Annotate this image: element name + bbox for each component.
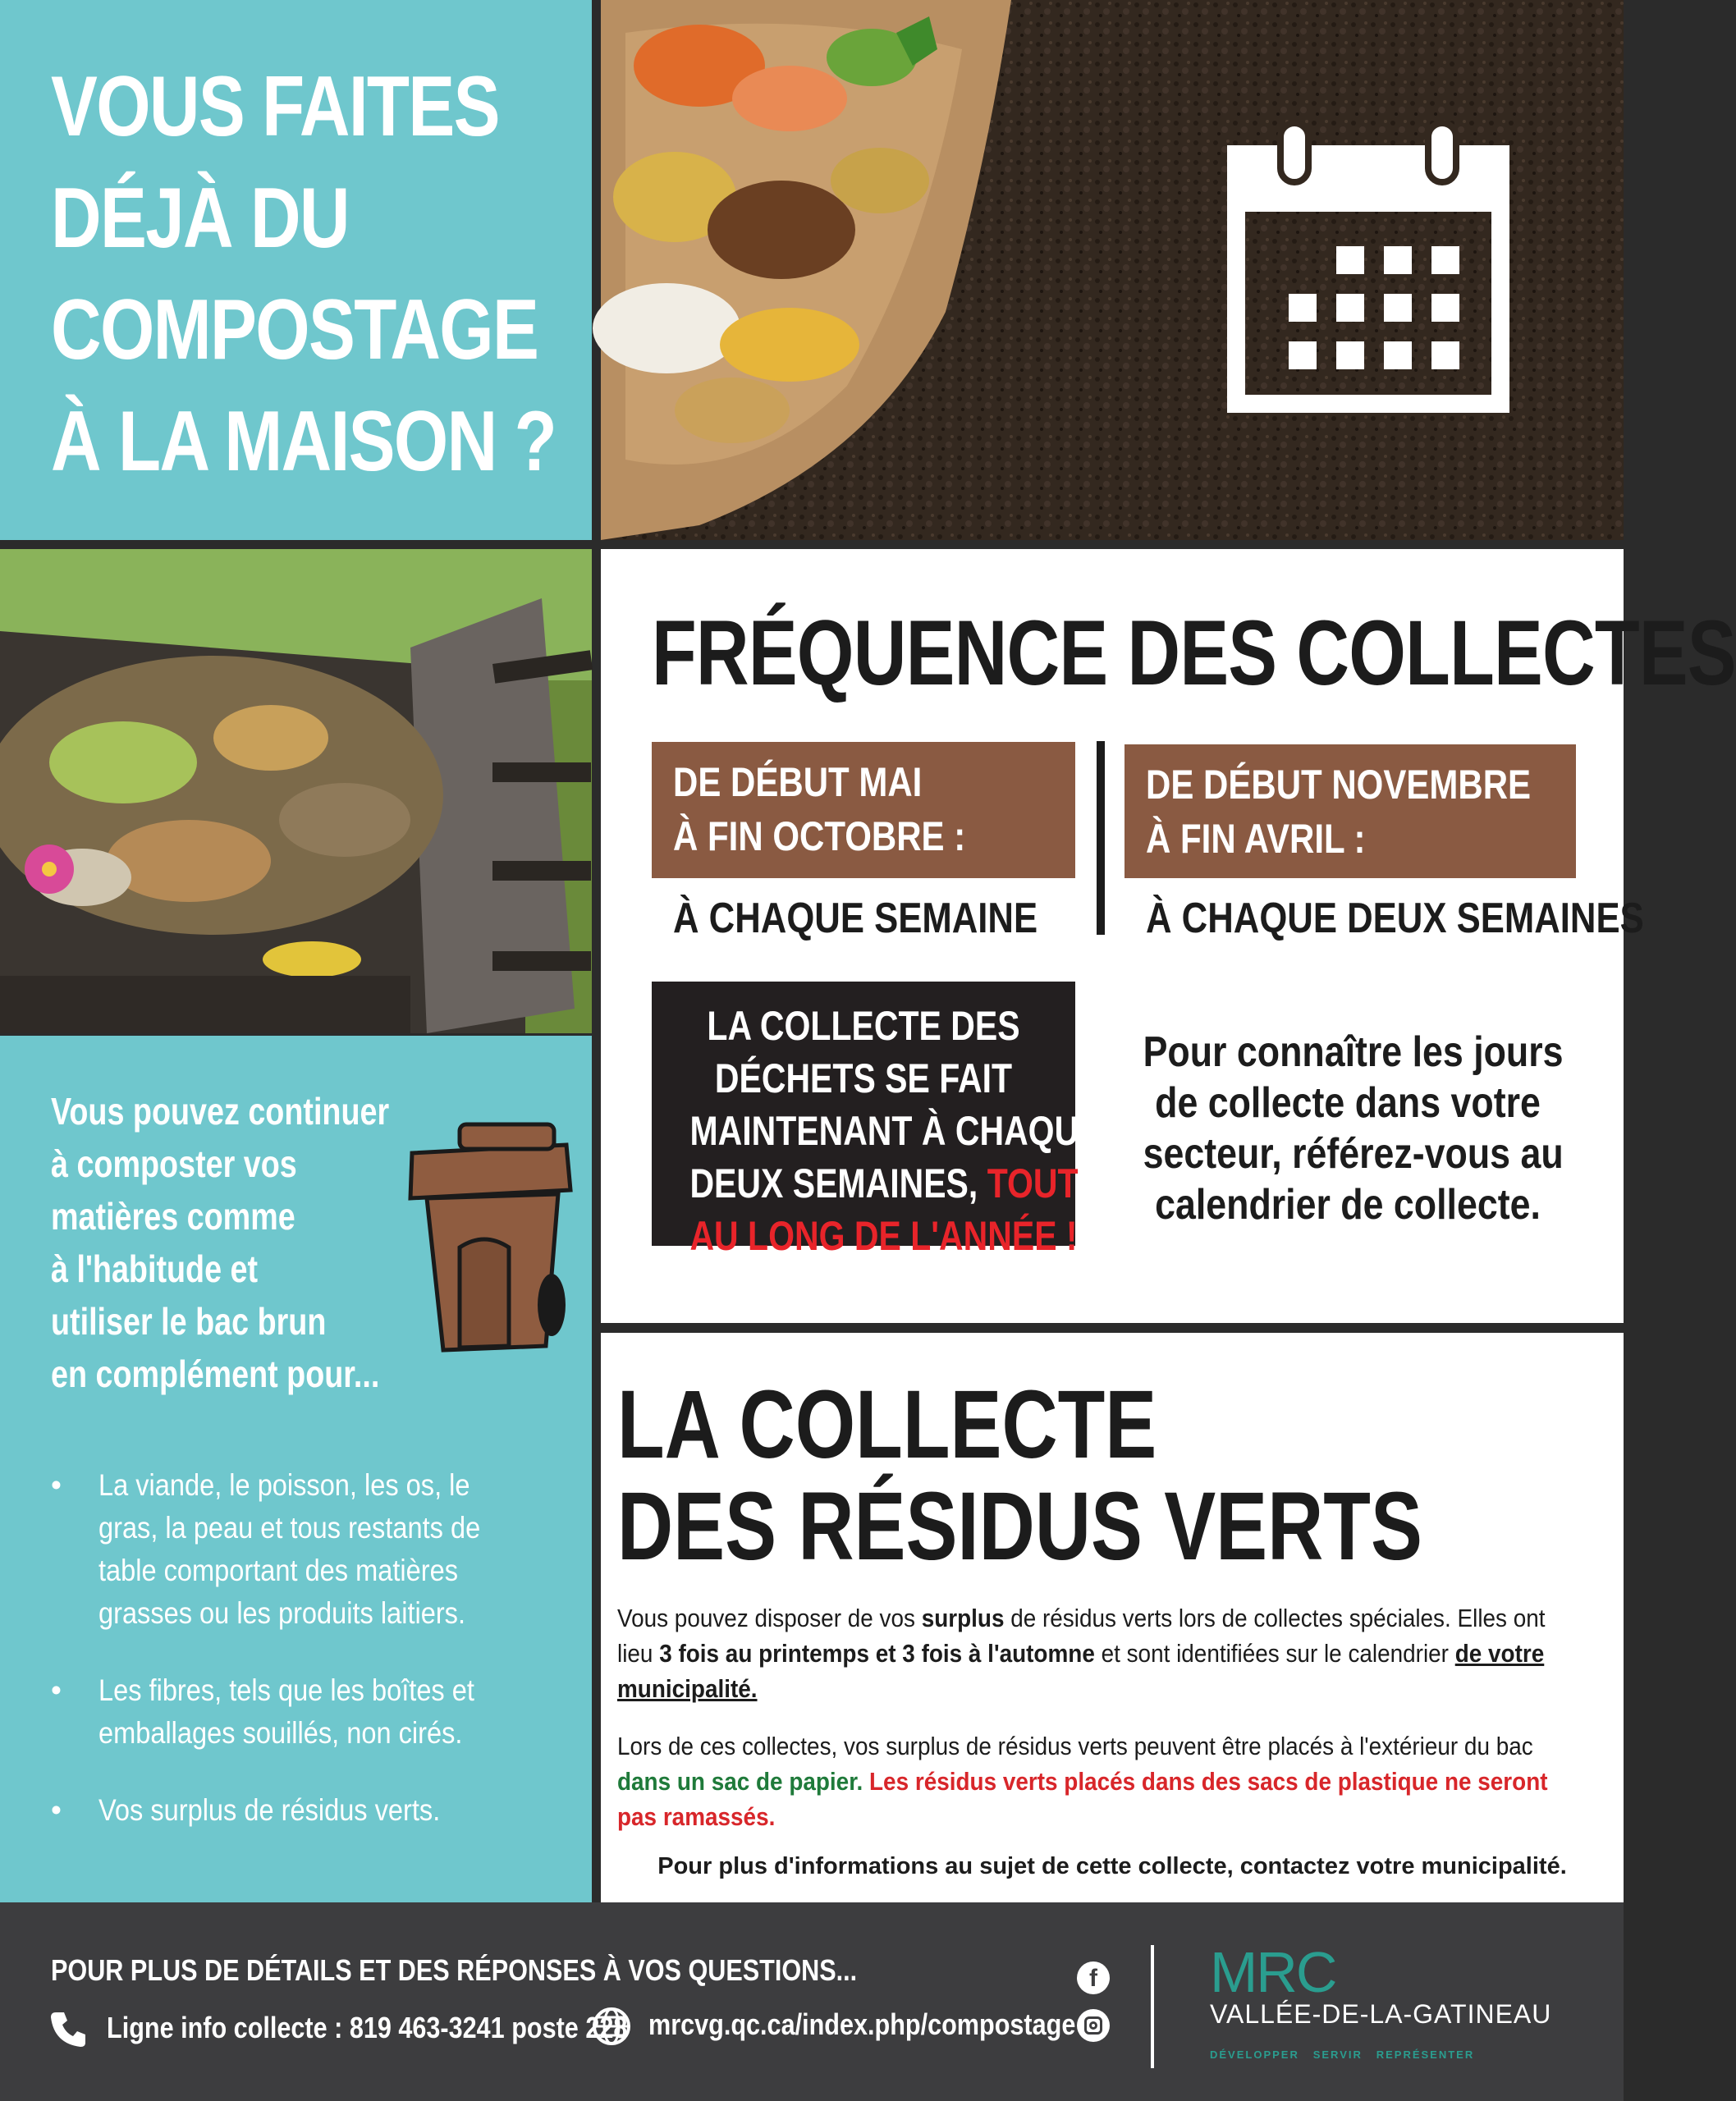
paragraph-text: Lors de ces collectes, vos surplus de résidus verts peuvent être placés à l'extérieur du bac [617, 1732, 1533, 1760]
compost-soil-illustration [601, 0, 1624, 540]
plastic-bag-warning: Les résidus verts placés dans des sacs de plastique ne seront pas ramassés. [617, 1767, 1548, 1831]
compost-intro-line: à l'habitude et [51, 1247, 259, 1290]
compost-intro [51, 1085, 389, 1400]
notice-text: DEUX SEMAINES, [689, 1160, 978, 1206]
mrc-logo-mark: MRC [1210, 1940, 1336, 2004]
compost-bin-photo [0, 549, 592, 1033]
green-waste-heading-line: LA COLLECTE [617, 1371, 1157, 1479]
instagram-icon[interactable] [1077, 2009, 1110, 2042]
green-waste-heading [617, 1371, 1422, 1581]
notice-line: MAINTENANT À CHAQUE [689, 1108, 1102, 1154]
paragraph-emphasis: surplus [921, 1604, 1005, 1632]
calendar-note [1143, 1027, 1564, 1230]
hero-title-line-4: À LA MAISON ? [51, 394, 557, 489]
winter-period-box [1125, 744, 1576, 878]
bullet-text: La viande, le poisson, les os, le gras, la peau et tous restants de table comportant des matières grasses ou les produits laitiers. [98, 1468, 481, 1630]
compost-bag-photo [601, 0, 1624, 540]
compost-intro-line: utiliser le bac brun [51, 1300, 327, 1343]
calendar-note-line: de collecte dans votre [1155, 1079, 1541, 1127]
winter-schedule: À CHAQUE DEUX SEMAINES [1146, 895, 1644, 942]
bullet-dot: • [51, 1468, 62, 1502]
brown-bin-icon [402, 1108, 579, 1362]
notice-line [689, 1157, 1079, 1210]
notice-line: DÉCHETS SE FAIT [714, 1055, 1013, 1101]
green-waste-panel [601, 1333, 1624, 1902]
bullet-dot: • [51, 1673, 62, 1707]
paragraph-text: de résidus verts lors de collectes spéciales. Elles ont lieu [617, 1604, 1546, 1668]
phone-line[interactable]: Ligne info collecte : 819 463-3241 poste 228 [107, 2011, 628, 2044]
mrc-logo-name: VALLÉE-DE-LA-GATINEAU [1210, 1999, 1552, 2029]
hero-title-line-3: COMPOSTAGE [51, 282, 538, 378]
website-link[interactable]: mrcvg.qc.ca/index.php/compostage [648, 2007, 1076, 2041]
mrc-tagline [1210, 2048, 1474, 2061]
paragraph-text: et sont identifiées sur le calendrier [1094, 1639, 1455, 1668]
facebook-icon[interactable]: f [1077, 1961, 1110, 1994]
compost-intro-line: matières comme [51, 1195, 295, 1238]
period-divider [1097, 741, 1105, 935]
footer-heading: POUR PLUS DE DÉTAILS ET DES RÉPONSES À VOS QUESTIONS... [51, 1953, 858, 1987]
summer-period-line: À FIN OCTOBRE : [673, 813, 966, 859]
frequency-heading: FRÉQUENCE DES COLLECTES [652, 602, 1736, 704]
hero-panel [0, 0, 592, 540]
compost-intro-line: en complément pour... [51, 1353, 380, 1395]
tagline-word: SERVIR [1312, 2048, 1363, 2061]
calendar-note-line: secteur, référez-vous au [1143, 1130, 1564, 1178]
green-waste-heading-line: DES RÉSIDUS VERTS [617, 1472, 1422, 1581]
winter-period-line: DE DÉBUT NOVEMBRE [1146, 762, 1532, 808]
phone-icon [48, 2007, 90, 2050]
section-divider [601, 1323, 1624, 1333]
footer [0, 1902, 1624, 2101]
tagline-word: DÉVELOPPER [1210, 2048, 1299, 2061]
notice-line: LA COLLECTE DES [707, 1003, 1020, 1049]
paper-bag-note: dans un sac de papier. [617, 1767, 863, 1796]
bullet-dot: • [51, 1793, 62, 1827]
notice-highlight: TOUT [987, 1160, 1079, 1206]
paragraph-text: Vous pouvez disposer de vos [617, 1604, 922, 1632]
green-waste-bag-paragraph [617, 1728, 1570, 1834]
summer-period-box [652, 742, 1075, 878]
hero-title-line-2: DÉJÀ DU [51, 171, 349, 266]
green-waste-schedule-paragraph [617, 1600, 1570, 1706]
contact-municipality-note: Pour plus d'informations au sujet de cette collecte, contactez votre municipalité. [657, 1853, 1567, 1879]
bullet-text: Les fibres, tels que les boîtes et emballages souillés, non cirés. [98, 1673, 474, 1750]
waste-collection-notice [652, 982, 1102, 1259]
bullet-text: Vos surplus de résidus verts. [98, 1793, 441, 1827]
hero-title-line-1: VOUS FAITES [51, 59, 499, 154]
summer-period-line: DE DÉBUT MAI [673, 759, 923, 805]
compost-intro-line: Vous pouvez continuer [51, 1090, 390, 1133]
home-compost-panel [0, 1036, 592, 1902]
footer-divider [1151, 1945, 1154, 2068]
summer-schedule: À CHAQUE SEMAINE [673, 895, 1038, 942]
tagline-word: REPRÉSENTER [1376, 2048, 1475, 2061]
compost-bin-illustration [0, 549, 592, 1033]
municipality-link[interactable]: de votre municipalité. [617, 1639, 1545, 1703]
calendar-note-line: calendrier de collecte. [1155, 1181, 1541, 1229]
compost-intro-line: à composter vos [51, 1142, 297, 1185]
paragraph-emphasis: 3 fois au printemps et 3 fois à l'automne [659, 1639, 1095, 1668]
notice-highlight: AU LONG DE L'ANNÉE ! [689, 1213, 1078, 1259]
globe-icon [591, 2006, 632, 2047]
calendar-note-line: Pour connaître les jours [1143, 1028, 1564, 1076]
winter-period-line: À FIN AVRIL : [1146, 816, 1366, 862]
collection-frequency-panel [601, 549, 1736, 1323]
